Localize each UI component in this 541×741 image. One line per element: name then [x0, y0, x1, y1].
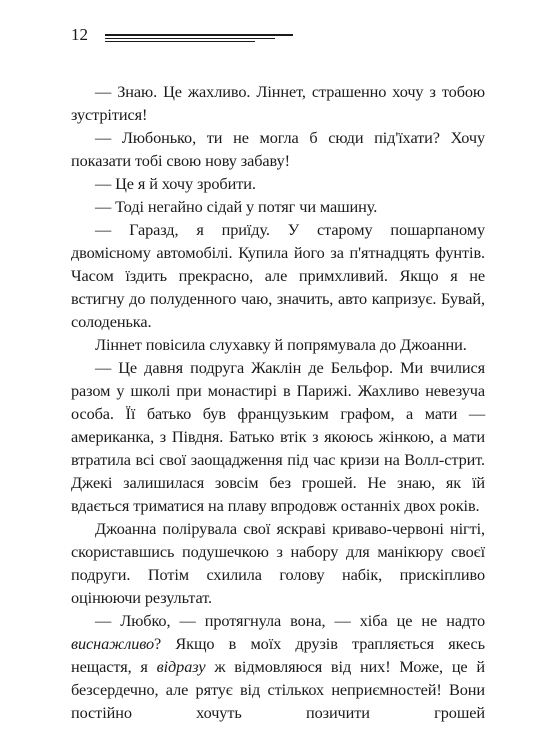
body-text: [71, 80, 485, 724]
page-header: [71, 22, 301, 46]
page-number: 12: [71, 25, 88, 44]
paragraph-9-emphasis-1: виснажливо: [71, 634, 155, 653]
paragraph-8: Джоанна полірувала свої яскраві криваво-червоні нігті, скориставшись подушечкою з набору для манікюру своєї подруги. Потім схилила голову набік, прискіпливо оцінюючи результат.: [71, 519, 485, 607]
paragraph-5: — Гаразд, я приїду. У старому пошарпаному двомісному автомобілі. Купила його за п'ятнадцять фунтів. Часом їздить прекрасно, але примхливий. Якщо я не встигну до полуденного чаю, значить, авто капризує. Бувай, солоденька.: [71, 220, 485, 331]
paragraph-9-emphasis-2: відразу: [156, 657, 206, 676]
paragraph-9-part-2: ? Якщо в моїх друзів трапляється якесь нещастя, я: [71, 634, 485, 676]
paragraph-3: — Це я й хочу зробити.: [95, 174, 256, 193]
paragraph-2: — Любонько, ти не могла б сюди під'їхати? Хочу показати тобі свою нову забаву!: [71, 128, 485, 170]
paragraph-9-part-1: — Любко, — протягнула вона, — хіба це не надто: [95, 611, 485, 630]
paragraph-6: Ліннет повісила слухавку й попрямувала до Джоанни.: [95, 335, 467, 354]
header-rule-thin: [105, 41, 255, 42]
header-rule-thick: [105, 34, 293, 36]
paragraph-9: [71, 609, 485, 724]
paragraph-4: — Тоді негайно сідай у потяг чи машину.: [95, 197, 378, 216]
header-rule-middle: [105, 38, 275, 39]
paragraph-1: — Знаю. Це жахливо. Ліннет, страшенно хочу з тобою зустрітися!: [71, 82, 485, 124]
paragraph-9-part-3: ж відмовляюся від них! Може, це й безсердечно, але рятує від стількох неприємностей! Вони постійно хочуть позичити грошей: [71, 657, 485, 722]
paragraph-7: — Це давня подруга Жаклін де Бельфор. Ми вчилися разом у школі при монастирі в Парижі. Жахливо невезуча особа. Її батько був французьким графом, а мати — американка, з Півдня. Батько втік з якоюсь жінкою, а мати втратила всі свої заощадження під час кризи на Волл-стрит. Джекі залишилася зовсім без грошей. Не знаю, як їй вдається триматися на плаву впродовж останніх двох років.: [71, 358, 485, 515]
